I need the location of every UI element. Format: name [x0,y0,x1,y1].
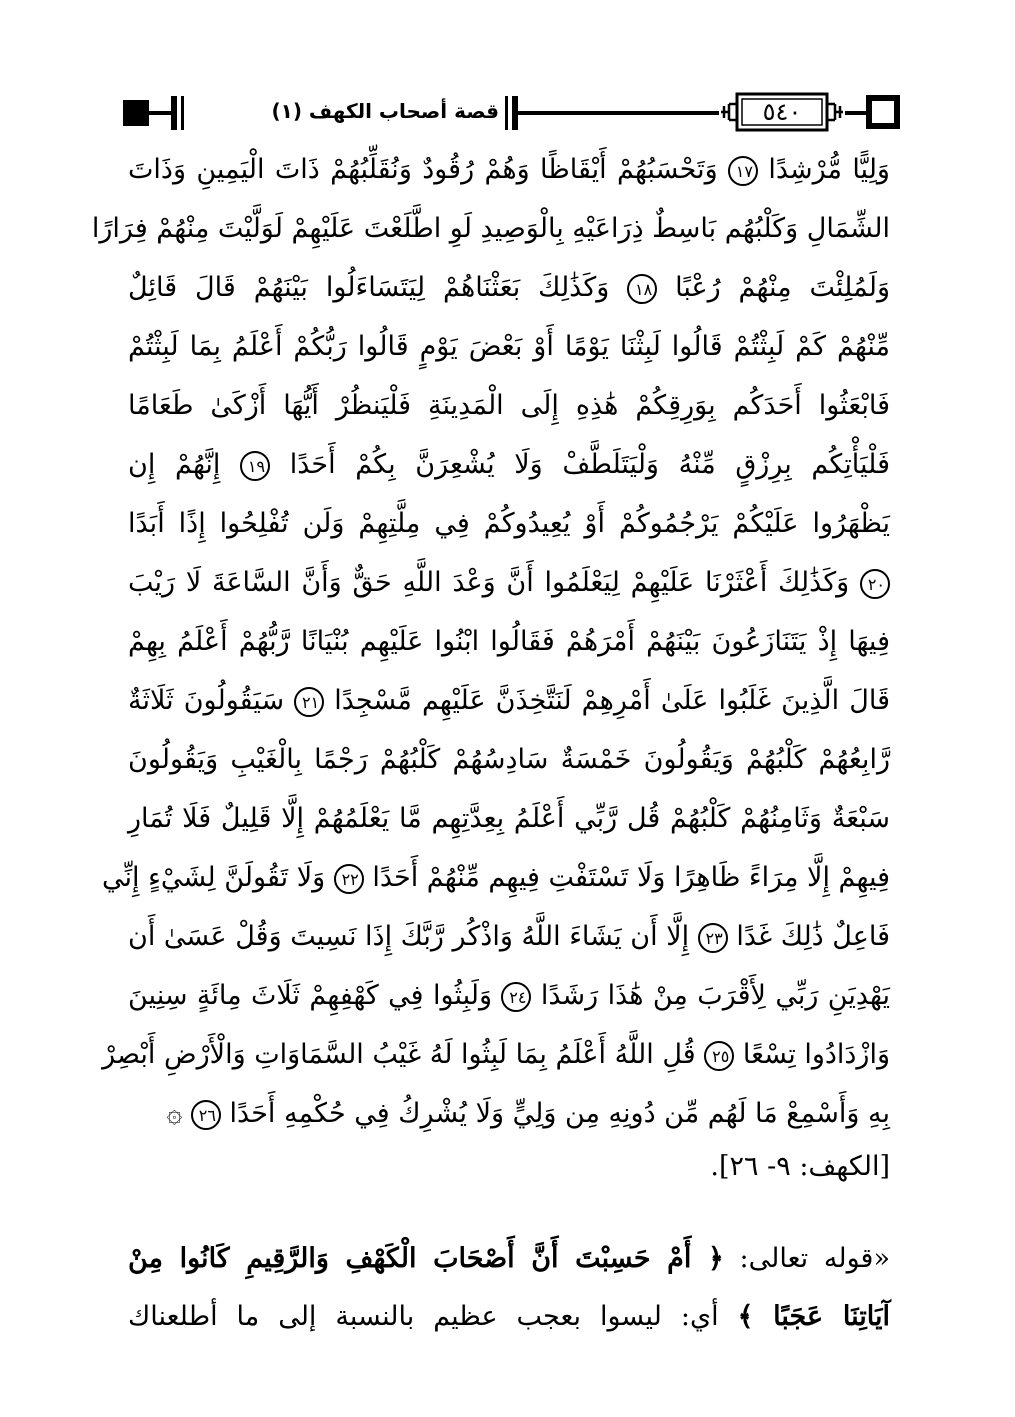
verse-line [128,553,890,612]
verse-text: وَلَمُلِئْتَ مِنْهُمْ رُعْبًا [675,272,890,303]
header-right-box [866,95,900,129]
verse-line [128,1084,890,1143]
verse-line [128,376,890,435]
verse-line [128,140,890,199]
verse-line [128,317,890,376]
verse-text: سَبْعَةٌ وَثَامِنُهُمْ كَلْبُهُمْ قُل رَّبِّي أَعْلَمُ بِعِدَّتِهِم مَّا يَعْلَمُهُمْ إِلَّا قَلِيلٌ فَلَا تُمَارِ [128,803,890,834]
verse-text: وَكَذَٰلِكَ بَعَثْنَاهُمْ لِيَتَسَاءَلُوا بَيْنَهُمْ قَالَ قَائِلٌ [128,272,610,303]
verse-line [102,848,890,907]
ayah-number-marker: ٢٢ [334,864,364,894]
verse-line [128,907,890,966]
quoted-verse: ﴿ أَمْ حَسِبْتَ أَنَّ أَصْحَابَ الْكَهْفِ وَالرَّقِيمِ كَانُوا مِنْ [128,1243,724,1274]
header-left-bar-2 [181,96,184,130]
ayah-number-marker: ٢٠ [860,569,890,599]
verse-line [128,494,890,553]
verse-text: وَازْدَادُوا تِسْعًا [742,1039,890,1070]
header-left-rule [149,111,171,115]
ayah-number-marker: ٢٣ [698,923,728,953]
verse-text: إِلَّا أَن يَشَاءَ اللَّهُ وَاذْكُر رَّبَّكَ إِذَا نَسِيتَ وَقُلْ عَسَىٰ أَن [128,921,690,952]
page-header [123,92,893,134]
header-mid-bar [505,96,508,130]
verse-text: رَّابِعُهُمْ كَلْبُهُمْ وَيَقُولُونَ خَمْسَةٌ سَادِسُهُمْ كَلْبُهُمْ رَجْمًا بِالْغَيْبِ وَيَقُولُونَ [128,744,890,775]
verse-line [128,258,890,317]
header-center-rule [518,111,719,115]
chapter-title: قصة أصحاب الكهف (١) [271,99,499,123]
verse-text: فِيهَا إِذْ يَتَنَازَعُونَ بَيْنَهُمْ أَمْرَهُمْ فَقَالُوا ابْنُوا عَلَيْهِم بُنْيَانًا رَّبُّهُمْ أَعْلَمُ بِهِمْ [128,626,890,657]
verse-text: يَظْهَرُوا عَلَيْكُمْ يَرْجُمُوكُمْ أَوْ يُعِيدُوكُمْ فِي مِلَّتِهِمْ وَلَن تُفْلِحُوا إِذًا أَبَدًا [128,508,890,539]
ayah-number-marker: ٢٤ [501,982,531,1012]
verse-line [91,199,890,258]
commentary-intro: «قوله تعالى: [739,1243,890,1274]
verse-text: إِنَّهُمْ إِن [128,449,221,480]
commentary-line [128,1230,890,1288]
verse-text: فَاعِلٌ ذَٰلِكَ غَدًا [736,921,890,952]
ayah-number-marker: ٢١ [294,687,324,717]
page-number: ٥٤٠ [762,98,802,126]
verse-line [128,612,890,671]
surah-citation: [الكهف: ٩- ٢٦]. [710,1151,890,1182]
verse-text: الشِّمَالِ وَكَلْبُهُم بَاسِطٌ ذِرَاعَيْهِ بِالْوَصِيدِ لَوِ اطَّلَعْتَ عَلَيْهِمْ لَوَلَّيْتَ مِنْهُمْ فِرَارًا [91,213,890,244]
quoted-verse-end: آيَاتِنَا عَجَبًا ﴾ [737,1301,890,1332]
verse-text: فِيهِمْ إِلَّا مِرَاءً ظَاهِرًا وَلَا تَسْتَفْتِ فِيهِم مِّنْهُمْ أَحَدًا [372,862,890,893]
verse-line [128,730,890,789]
verse-text: وَلَا تَقُولَنَّ لِشَيْءٍ إِنِّي [102,862,326,893]
ayah-number-marker: ٢٦ [191,1100,221,1130]
verse-line [102,1025,890,1084]
ayah-number-marker: ١٨ [627,274,657,304]
verse-text: فَابْعَثُوا أَحَدَكُم بِوَرِقِكُمْ هَٰذِهِ إِلَى الْمَدِينَةِ فَلْيَنظُرْ أَيُّهَا أَزْكَىٰ طَعَامًا [128,390,890,421]
verse-line [128,435,890,494]
tafsir-commentary [128,1230,890,1346]
header-right-rule [845,111,866,115]
verse-text: سَيَقُولُونَ ثَلَاثَةٌ [128,685,285,716]
header-left-block [123,100,149,126]
verse-text: بِهِ وَأَسْمِعْ مَا لَهُم مِّن دُونِهِ مِن وَلِيٍّ وَلَا يُشْرِكُ فِي حُكْمِهِ أَحَدًا [229,1098,890,1129]
verse-text: فَلْيَأْتِكُم بِرِزْقٍ مِّنْهُ وَلْيَتَلَطَّفْ وَلَا يُشْعِرَنَّ بِكُمْ أَحَدًا [289,449,891,480]
verse-text: مِّنْهُمْ كَمْ لَبِثْتُمْ قَالُوا لَبِثْنَا يَوْمًا أَوْ بَعْضَ يَوْمٍ قَالُوا رَبُّكُمْ أَعْلَمُ بِمَا لَبِثْتُمْ [128,331,890,362]
verse-text: وَتَحْسَبُهُمْ أَيْقَاظًا وَهُمْ رُقُودٌ وَنُقَلِّبُهُمْ ذَاتَ الْيَمِينِ وَذَاتَ [128,154,718,185]
verse-text: يَهْدِيَنِ رَبِّي لِأَقْرَبَ مِنْ هَٰذَا رَشَدًا [540,980,890,1011]
ayah-number-marker: ١٧ [728,156,758,186]
verse-text: قُلِ اللَّهُ أَعْلَمُ بِمَا لَبِثُوا لَهُ غَيْبُ السَّمَاوَاتِ وَالْأَرْضِ أَبْصِرْ [102,1039,696,1070]
verse-line [128,671,890,730]
verse-text: قَالَ الَّذِينَ غَلَبُوا عَلَىٰ أَمْرِهِمْ لَنَتَّخِذَنَّ عَلَيْهِم مَّسْجِدًا [334,685,890,716]
quran-passage [91,140,891,1143]
verse-text: وَكَذَٰلِكَ أَعْثَرْنَا عَلَيْهِمْ لِيَعْلَمُوا أَنَّ وَعْدَ اللَّهِ حَقٌّ وَأَنَّ السَّاعَةَ لَا رَيْبَ [128,567,850,598]
commentary-text: أي: ليسوا بعجب عظيم بالنسبة إلى ما أطلعناك [128,1301,719,1332]
ayah-number-marker: ١٩ [240,451,270,481]
commentary-line [128,1288,890,1346]
verse-text: وَلِيًّا مُّرْشِدًا [768,154,890,185]
verse-text: وَلَبِثُوا فِي كَهْفِهِمْ ثَلَاثَ مِائَةٍ سِنِينَ [128,980,493,1011]
verse-text: ۞ [166,1098,183,1129]
verse-line [128,789,890,848]
ayah-number-marker: ٢٥ [704,1041,734,1071]
header-left-bar [171,96,177,130]
verse-line [128,966,890,1025]
